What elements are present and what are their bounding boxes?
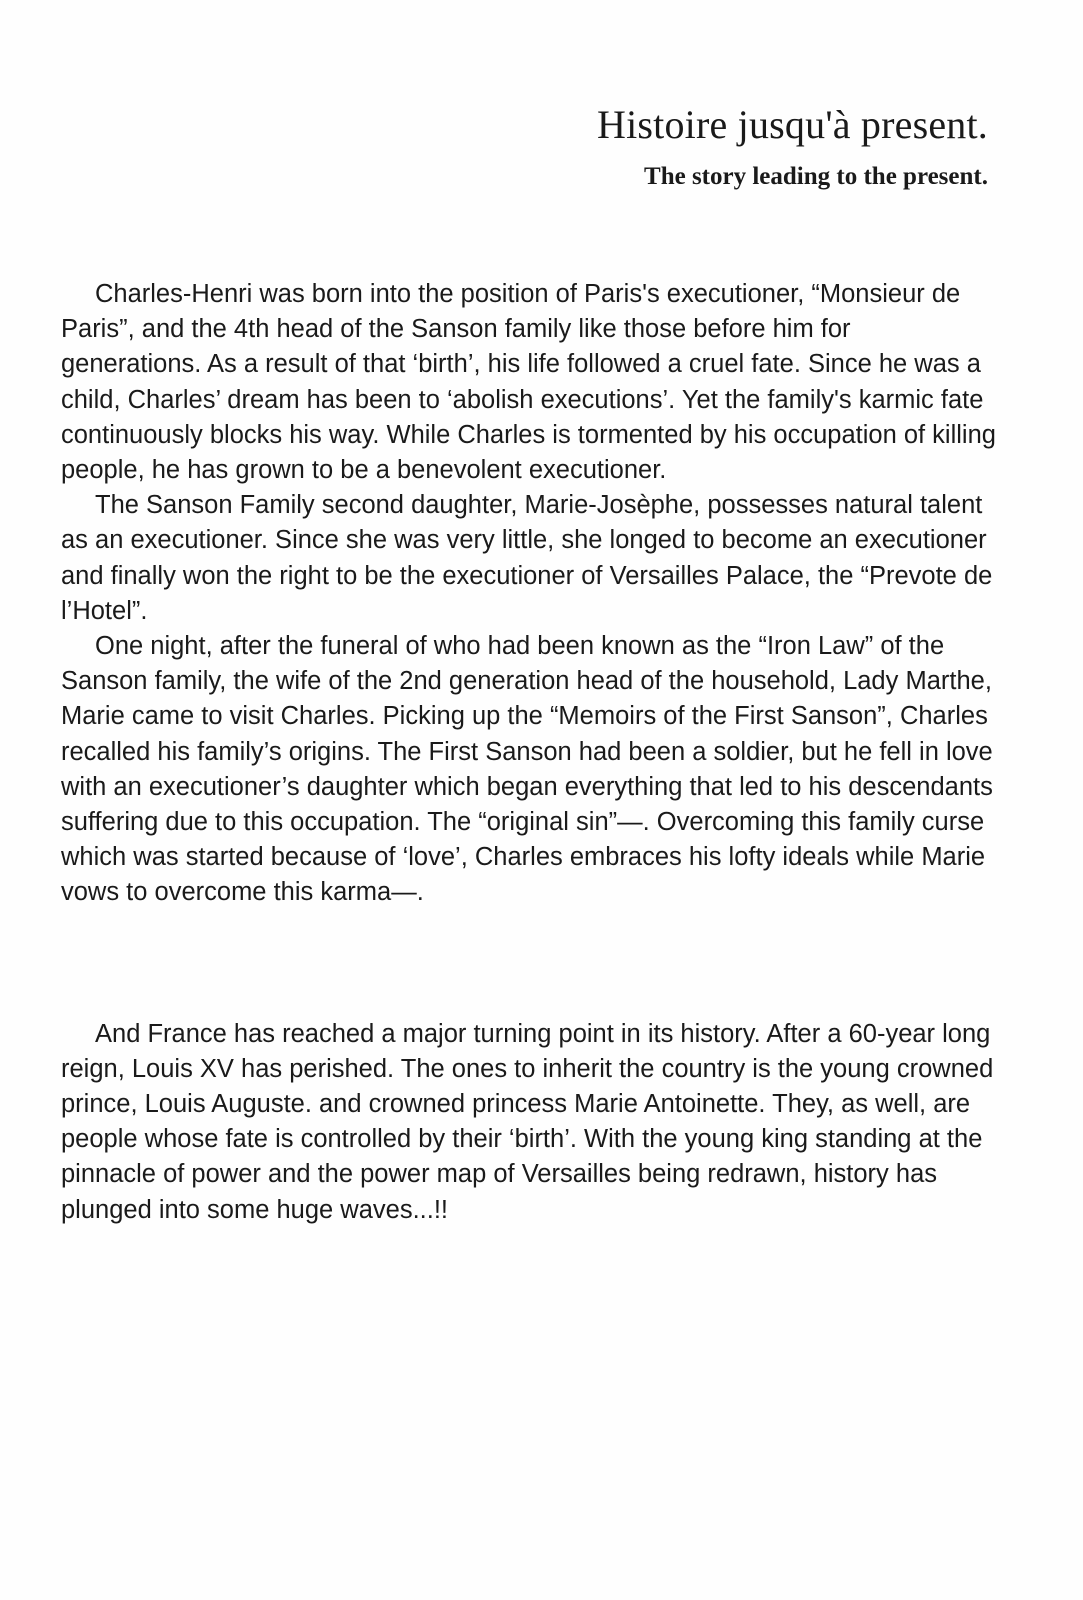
story-body xyxy=(61,277,996,1228)
section-gap xyxy=(61,911,996,1017)
story-paragraph-memoirs: One night, after the funeral of who had been known as the “Iron Law” of the Sanson family, the wife of the 2nd generation head of the household, Lady Marthe, Marie came to visit Charles. Picking up the “Memoirs of the First Sanson”, Charles recalled his family’s origins. The First Sanson had been a soldier, but he fell in love with an executioner’s daughter which began everything that led to his descendants suffering due to this occupation. The “original sin”—. Overcoming this family curse which was started because of ‘love’, Charles embraces his lofty ideals while Marie vows to overcome this karma—. xyxy=(61,632,993,907)
page-title: Histoire jusqu'à present. xyxy=(596,102,988,147)
story-paragraph-charles: Charles-Henri was born into the position of Paris's executioner, “Monsieur de Paris”, and the 4th head of the Sanson family like those before him for generations. As a result of that ‘birth’, his life followed a cruel fate. Since he was a child, Charles’ dream has been to ‘abolish executions’. Yet the family's karmic fate continuously blocks his way. While Charles is tormented by his occupation of killing people, he has grown to be a benevolent executioner. xyxy=(61,280,996,485)
story-paragraph-france: And France has reached a major turning point in its history. After a 60-year long reign, Louis XV has perished. The ones to inherit the country is the young crowned prince, Louis Auguste. and crowned princess Marie Antoinette. They, as well, are people whose fate is controlled by their ‘birth’. With the young king standing at the pinnacle of power and the power map of Versailles being redrawn, history has plunged into some huge waves...!! xyxy=(61,1019,994,1224)
page-subtitle: The story leading to the present. xyxy=(644,163,988,190)
page-header xyxy=(597,100,988,194)
story-paragraph-marie: The Sanson Family second daughter, Marie-Josèphe, possesses natural talent as an executioner. Since she was very little, she longed to become an executioner and finally won the right to be the executioner of Versailles Palace, the “Prevote de l’Hotel”. xyxy=(61,491,993,625)
